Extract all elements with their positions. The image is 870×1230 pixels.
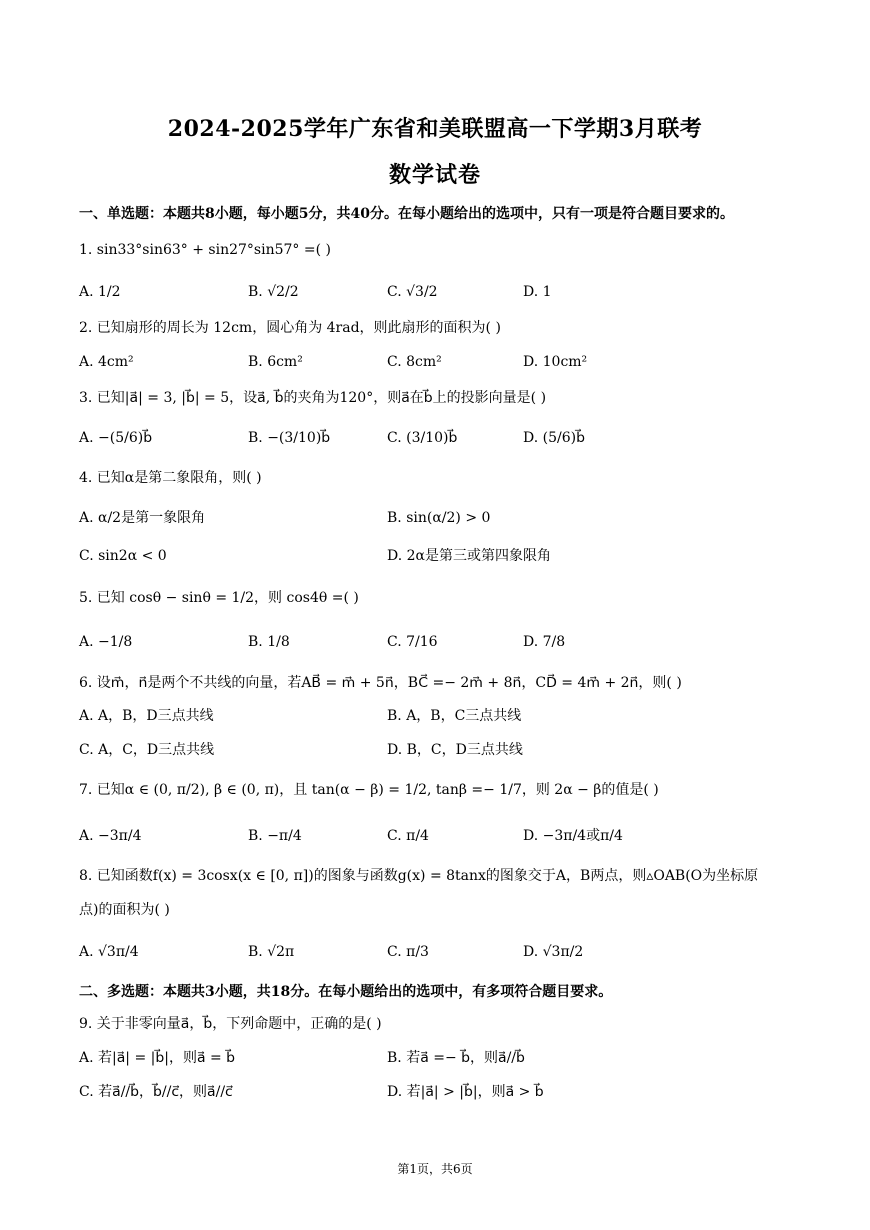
option-d: D. −3π/4或π/4: [523, 828, 623, 844]
question-stem-continued: 点)的面积为( ): [79, 902, 170, 918]
option-b: B. √2/2: [248, 284, 299, 300]
question-stem: 5. 已知 cosθ − sinθ = 1/2，则 cos4θ =( ): [79, 590, 359, 606]
section-heading-single-choice: 一、单选题：本题共8小题，每小题5分，共40分。在每小题给出的选项中，只有一项是符合题目要求的。: [79, 206, 734, 222]
option-a: A. 1/2: [79, 284, 121, 300]
exam-subtitle: 数学试卷: [388, 162, 481, 188]
option-a: A. 若|a⃗| = |b⃗|，则a⃗ = b⃗: [79, 1050, 236, 1066]
option-d: D. 10cm²: [523, 354, 588, 370]
option-b: B. A，B，C三点共线: [387, 708, 522, 724]
option-d: D. 2α是第三或第四象限角: [387, 548, 551, 564]
page-footer: 第1页，共6页: [397, 1162, 473, 1176]
question-stem: 8. 已知函数f(x) = 3cosx(x ∈ [0, π])的图象与函数g(x) = 8tanx的图象交于A，B两点，则▵OAB(O为坐标原: [79, 868, 759, 884]
option-d: D. 7/8: [523, 634, 566, 650]
option-c: C. 7/16: [387, 634, 438, 650]
option-a: A. 4cm²: [79, 354, 134, 370]
option-d: D. 1: [523, 284, 552, 300]
option-a: A. −1/8: [79, 634, 133, 650]
option-b: B. −(3/10)b⃗: [248, 430, 331, 446]
question-stem: 3. 已知|a⃗| = 3, |b⃗| = 5，设a⃗, b⃗的夹角为120°，则a⃗在b⃗上的投影向量是( ): [79, 390, 547, 406]
option-b: B. −π/4: [248, 828, 302, 844]
option-a: A. −(5/6)b⃗: [79, 430, 153, 446]
option-b: B. 1/8: [248, 634, 290, 650]
option-d: D. B，C，D三点共线: [387, 742, 523, 758]
question-stem: 6. 设m⃗，n⃗是两个不共线的向量，若AB⃗ = m⃗ + 5n⃗，BC⃗ =− 2m⃗ + 8n⃗，CD⃗ = 4m⃗ + 2n⃗，则( ): [79, 675, 682, 691]
question-stem: 2. 已知扇形的周长为 12cm，圆心角为 4rad，则此扇形的面积为( ): [79, 320, 501, 336]
option-c: C. π/4: [387, 828, 429, 844]
option-c: C. π/3: [387, 944, 429, 960]
question-stem: 9. 关于非零向量a⃗，b⃗，下列命题中，正确的是( ): [79, 1016, 382, 1032]
option-c: C. 8cm²: [387, 354, 442, 370]
option-c: C. (3/10)b⃗: [387, 430, 458, 446]
option-a: A. √3π/4: [79, 944, 139, 960]
option-b: B. 若a⃗ =− b⃗，则a⃗//b⃗: [387, 1050, 525, 1066]
option-a: A. −3π/4: [79, 828, 142, 844]
option-c: C. A，C，D三点共线: [79, 742, 215, 758]
question-stem: 7. 已知α ∈ (0, π/2), β ∈ (0, π)，且 tan(α − β) = 1/2, tanβ =− 1/7，则 2α − β的值是( ): [79, 782, 659, 798]
option-a: A. A，B，D三点共线: [79, 708, 214, 724]
option-b: B. 6cm²: [248, 354, 303, 370]
question-stem: 4. 已知α是第二象限角，则( ): [79, 470, 262, 486]
exam-title: 2024-2025学年广东省和美联盟高一下学期3月联考: [167, 116, 703, 142]
section-heading-multi-choice: 二、多选题：本题共3小题，共18分。在每小题给出的选项中，有多项符合题目要求。: [79, 984, 613, 1000]
option-d: D. √3π/2: [523, 944, 584, 960]
option-b: B. √2π: [248, 944, 295, 960]
question-stem: 1. sin33°sin63° + sin27°sin57° =( ): [79, 242, 331, 258]
option-a: A. α/2是第一象限角: [79, 510, 206, 526]
option-b: B. sin(α/2) > 0: [387, 510, 491, 526]
option-c: C. sin2α < 0: [79, 548, 167, 564]
option-d: D. 若|a⃗| > |b⃗|，则a⃗ > b⃗: [387, 1084, 544, 1100]
option-c: C. 若a⃗//b⃗，b⃗//c⃗，则a⃗//c⃗: [79, 1084, 233, 1100]
option-c: C. √3/2: [387, 284, 438, 300]
option-d: D. (5/6)b⃗: [523, 430, 585, 446]
